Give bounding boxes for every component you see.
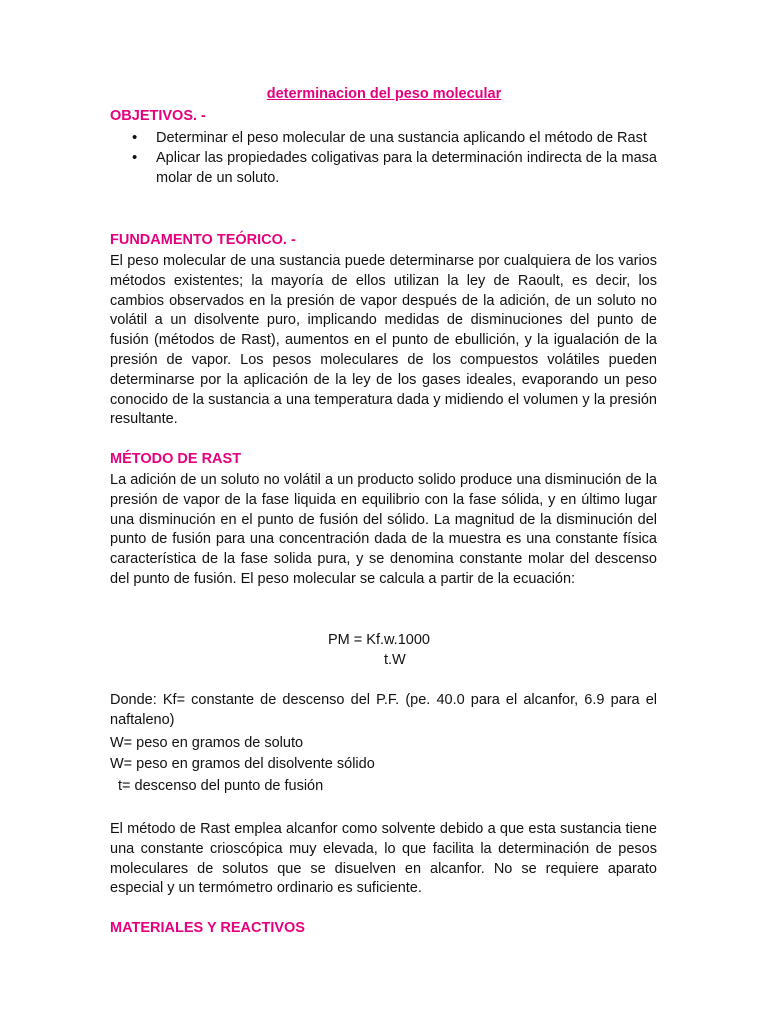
objetivos-heading: OBJETIVOS. - [110, 108, 206, 124]
objetivos-list [110, 128, 657, 188]
definition-w-soluto: W= peso en gramos de soluto [110, 735, 304, 751]
fundamento-paragraph: El peso molecular de una sustancia puede determinarse por cualquiera de los varios métodos existentes; la mayoría de ellos utilizan la ley de Raoult, es decir, los cambios observados en la presión de vapor después de la adición, de un soluto no volátil a un disolvente puro, implicando medidas de disminuciones del punto de fusión (métodos de Rast), aumentos en el punto de ebullición, y la igualación de la presión de vapor. Los pesos moleculares de los compuestos volátiles pueden determinarse por la aplicación de la ley de los gases ideales, evaporando un peso conocido de la sustancia a una temperatura dada y midiendo el volumen y la presión resultante. [110, 253, 657, 428]
fundamento-heading: FUNDAMENTO TEÓRICO. - [110, 232, 296, 248]
metodo-heading: MÉTODO DE RAST [110, 451, 242, 467]
definition-w-disolvente: W= peso en gramos del disolvente sólido [110, 756, 375, 772]
objetivo-item: • Determinar el peso molecular de una sustancia aplicando el método de Rast [110, 128, 657, 148]
formula-numerator: PM = Kf.w.1000 [328, 632, 430, 648]
objetivo-item: • Aplicar las propiedades coligativas para la determinación indirecta de la masa molar de un soluto. [110, 148, 657, 188]
definition-kf: Donde: Kf= constante de descenso del P.F. (pe. 40.0 para el alcanfor, 6.9 para el naftaleno) [110, 692, 657, 728]
materiales-heading: MATERIALES Y REACTIVOS [110, 920, 305, 936]
definition-t: t= descenso del punto de fusión [118, 778, 324, 794]
document-title: determinacion del peso molecular [266, 86, 502, 102]
closing-paragraph: El método de Rast emplea alcanfor como solvente debido a que esta sustancia tiene una constante crioscópica muy elevada, lo que facilita la determinación de pesos moleculares de solutos que se disuelven en alcanfor. No se requiere aparato especial y un termómetro ordinario es suficiente. [110, 821, 657, 897]
metodo-paragraph: La adición de un soluto no volátil a un producto solido produce una disminución de la presión de vapor de la fase liquida en equilibrio con la fase sólida, y en último lugar una disminución en el punto de fusión del sólido. La magnitud de la disminución del punto de fusión para una concentración dada de la muestra es una constante física característica de la fase solida pura, y se denomina constante molar del descenso del punto de fusión. El peso molecular se calcula a partir de la ecuación: [110, 472, 657, 587]
formula-denominator: t.W [384, 652, 406, 668]
